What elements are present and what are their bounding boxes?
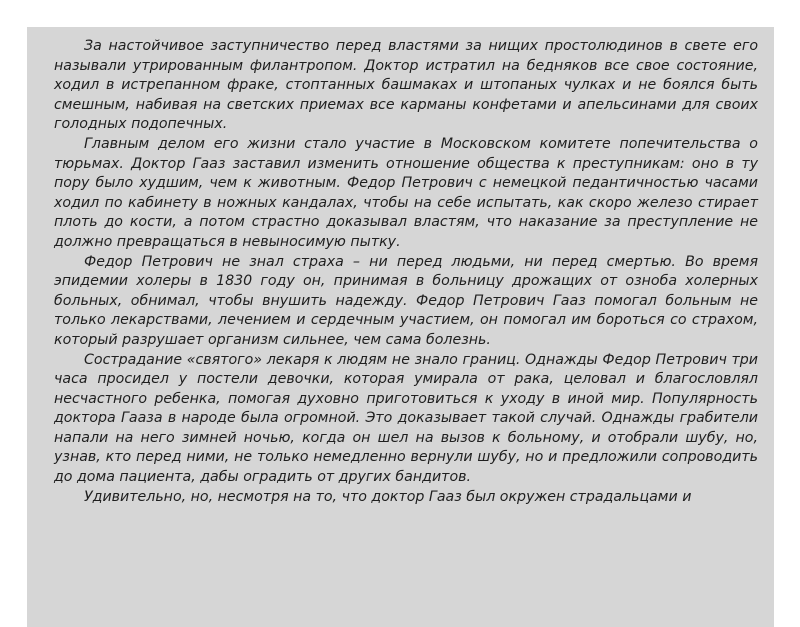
text-box (27, 27, 774, 627)
paragraph-2: Главным делом его жизни стало участие в Московском комитете попечительства о тюрьмах. Доктор Гааз заставил изменить отношение общества к преступникам: оно в ту пору было худшим, чем к животным. Федор Петрович с немецкой педантичностью часами ходил по кабинету в ножных кандалах, чтобы на себе испытать, как скоро железо стирает плоть до кости, а потом страстно доказывал властям, что наказание за преступление не должно превращаться в невыносимую пытку. (54, 135, 758, 250)
paragraph-5: Удивительно, но, несмотря на то, что доктор Гааз был окружен страдальцами и (84, 488, 692, 505)
paragraph-1: За настойчивое заступничество перед властями за нищих простолюдинов в свете его называли утрированным филантропом. Доктор истратил на бедняков все свое состояние, ходил в истрепанном фраке, стоптанных башмаках и штопаных чулках и не боялся быть смешным, набивая на светских приемах все карманы конфетами и апельсинами для своих голодных подопечных. (54, 38, 758, 133)
paragraph-3: Федор Петрович не знал страха – ни перед людьми, ни перед смертью. Во время эпидемии холеры в 1830 году он, принимая в больницу дрожащих от озноба холерных больных, обнимал, чтобы внушить надежду. Федор Петрович Гааз помогал больным не только лекарствами, лечением и сердечным участием, он помогал им бороться со страхом, который разрушает организм сильнее, чем сама болезнь. (54, 253, 758, 348)
paragraph-4: Сострадание «святого» лекаря к людям не знало границ. Однажды Федор Петрович три часа просидел у постели девочки, которая умирала от рака, целовал и благословлял несчастного ребенка, помогая духовно приготовиться к уходу в иной мир. Популярность доктора Гааза в народе была огромной. Это доказывает такой случай. Однажды грабители напали на него зимней ночью, когда он шел на вызов к больному, и отобрали шубу, но, узнав, кто перед ними, не только немедленно вернули шубу, но и предложили сопроводить до дома пациента, дабы оградить от других бандитов. (54, 351, 758, 486)
